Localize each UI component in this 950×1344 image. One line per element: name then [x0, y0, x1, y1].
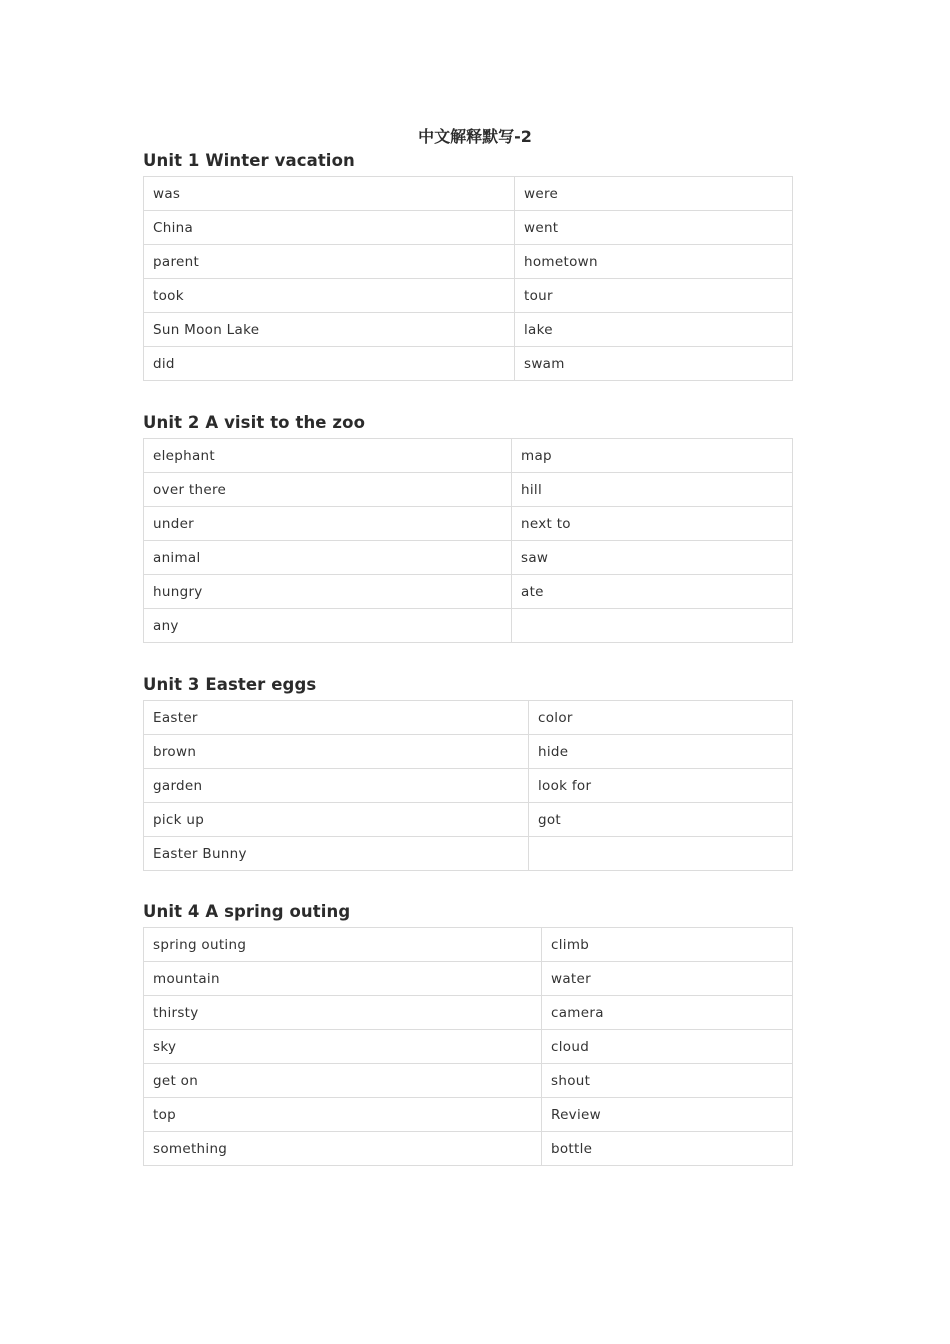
vocab-cell: China — [144, 211, 515, 245]
table-row — [144, 439, 793, 473]
table-row — [144, 575, 793, 609]
vocab-cell: lake — [515, 313, 793, 347]
vocab-cell: hill — [512, 473, 793, 507]
vocab-cell — [529, 837, 793, 871]
vocab-cell: pick up — [144, 803, 529, 837]
vocab-cell: shout — [542, 1064, 793, 1098]
table-row — [144, 507, 793, 541]
vocab-cell: ate — [512, 575, 793, 609]
vocab-cell: spring outing — [144, 928, 542, 962]
vocab-cell: took — [144, 279, 515, 313]
table-row — [144, 211, 793, 245]
vocab-cell: over there — [144, 473, 512, 507]
table-row — [144, 735, 793, 769]
unit-4-section — [143, 901, 792, 1166]
vocab-cell: went — [515, 211, 793, 245]
document-title: 中文解释默写-2 — [418, 127, 532, 146]
vocab-cell: elephant — [144, 439, 512, 473]
table-row — [144, 928, 793, 962]
unit-1-section — [143, 150, 792, 381]
vocab-cell: any — [144, 609, 512, 643]
table-row — [144, 803, 793, 837]
vocab-cell: Review — [542, 1098, 793, 1132]
unit-heading: Unit 4 A spring outing — [143, 902, 351, 921]
vocab-cell: next to — [512, 507, 793, 541]
vocab-cell: color — [529, 701, 793, 735]
vocab-cell: Sun Moon Lake — [144, 313, 515, 347]
table-row — [144, 177, 793, 211]
vocab-cell: hide — [529, 735, 793, 769]
vocab-cell: got — [529, 803, 793, 837]
vocab-cell: sky — [144, 1030, 542, 1064]
table-row — [144, 313, 793, 347]
table-row — [144, 996, 793, 1030]
table-row — [144, 245, 793, 279]
vocab-cell: hungry — [144, 575, 512, 609]
vocab-table — [143, 700, 793, 871]
vocab-cell: under — [144, 507, 512, 541]
vocab-cell: brown — [144, 735, 529, 769]
vocab-cell: hometown — [515, 245, 793, 279]
vocab-cell: animal — [144, 541, 512, 575]
table-row — [144, 962, 793, 996]
vocab-table — [143, 176, 793, 381]
vocab-cell: Easter Bunny — [144, 837, 529, 871]
vocab-cell: something — [144, 1132, 542, 1166]
vocab-cell: climb — [542, 928, 793, 962]
vocab-table — [143, 927, 793, 1166]
vocab-table — [143, 438, 793, 643]
table-row — [144, 541, 793, 575]
table-row — [144, 701, 793, 735]
vocab-cell: were — [515, 177, 793, 211]
vocab-cell: map — [512, 439, 793, 473]
vocab-cell: garden — [144, 769, 529, 803]
table-row — [144, 769, 793, 803]
vocab-cell: swam — [515, 347, 793, 381]
vocab-cell: mountain — [144, 962, 542, 996]
vocab-cell: get on — [144, 1064, 542, 1098]
vocab-cell: thirsty — [144, 996, 542, 1030]
table-row — [144, 609, 793, 643]
table-row — [144, 347, 793, 381]
unit-heading: Unit 1 Winter vacation — [143, 151, 355, 170]
vocab-cell: was — [144, 177, 515, 211]
vocab-cell: water — [542, 962, 793, 996]
unit-heading: Unit 3 Easter eggs — [143, 675, 317, 694]
table-row — [144, 837, 793, 871]
table-row — [144, 1132, 793, 1166]
vocab-cell: did — [144, 347, 515, 381]
vocab-cell: parent — [144, 245, 515, 279]
vocab-cell: camera — [542, 996, 793, 1030]
vocab-cell: cloud — [542, 1030, 793, 1064]
unit-3-section — [143, 674, 792, 871]
table-row — [144, 279, 793, 313]
vocab-cell: top — [144, 1098, 542, 1132]
vocab-cell: look for — [529, 769, 793, 803]
unit-heading: Unit 2 A visit to the zoo — [143, 413, 366, 432]
unit-2-section — [143, 412, 792, 643]
table-row — [144, 1098, 793, 1132]
vocab-cell: Easter — [144, 701, 529, 735]
table-row — [144, 1064, 793, 1098]
vocab-cell: bottle — [542, 1132, 793, 1166]
vocab-cell: saw — [512, 541, 793, 575]
table-row — [144, 473, 793, 507]
vocab-cell: tour — [515, 279, 793, 313]
vocab-cell — [512, 609, 793, 643]
table-row — [144, 1030, 793, 1064]
